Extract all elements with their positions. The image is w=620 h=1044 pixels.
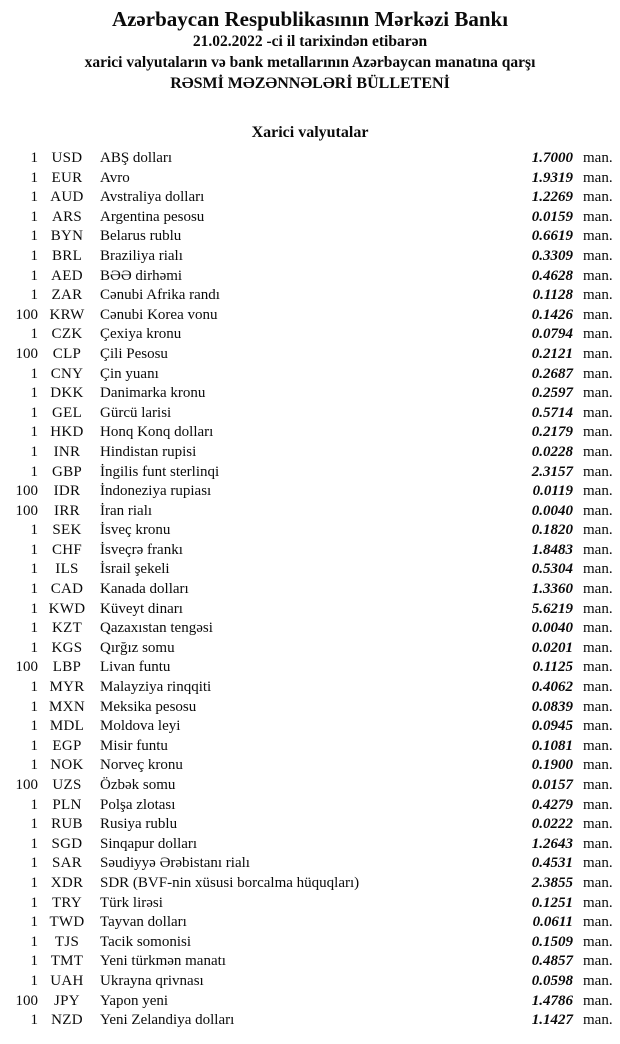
unit-label: man. [583,228,613,245]
rate-row [0,796,620,816]
rate-row [0,208,620,228]
currency-code: KGS [51,639,83,656]
rate-row [0,658,620,678]
currency-code: CHF [51,541,83,558]
currency-quantity: 1 [30,698,38,715]
currency-name: Gürcü larisi [100,404,172,421]
rate-value: 0.5304 [531,561,573,578]
currency-name: Çin yuanı [100,365,159,382]
unit-label: man. [583,698,613,715]
currency-name: ABŞ dolları [100,150,173,166]
currency-quantity: 1 [30,953,38,970]
currency-code: XDR [50,874,84,891]
currency-name: Moldova leyi [100,718,181,735]
currency-code: CAD [50,581,84,598]
currency-quantity: 1 [30,463,38,480]
rate-row [0,698,620,718]
unit-label: man. [583,247,613,264]
currency-quantity: 1 [30,228,38,245]
rate-value: 0.0228 [531,443,573,460]
rate-row [0,619,620,639]
rate-value: 1.7000 [531,150,573,166]
unit-label: man. [583,306,613,323]
rate-value: 0.2121 [531,345,573,362]
rate-value: 0.0040 [531,620,573,637]
currency-quantity: 1 [30,737,38,754]
currency-code: NOK [50,757,84,774]
currency-quantity: 1 [30,189,38,206]
currency-name: Avstraliya dolları [100,189,205,206]
rate-value: 0.4062 [531,679,573,696]
unit-label: man. [583,757,613,774]
rate-value: 0.1820 [531,522,573,539]
currency-quantity: 100 [15,659,38,676]
unit-label: man. [583,483,613,500]
rate-row [0,502,620,522]
rate-value: 0.0201 [531,639,573,656]
currency-code: CNY [50,365,84,382]
currency-quantity: 1 [30,835,38,852]
bank-name-title: Azərbaycan Respublikasının Mərkəzi Bankı [111,7,509,31]
currency-name: BƏƏ dirhəmi [100,267,183,284]
currency-name: Küveyt dinarı [100,600,183,617]
currency-code: SEK [52,522,82,539]
rate-row [0,365,620,385]
rate-row [0,247,620,267]
rate-value: 1.1427 [531,1012,573,1029]
unit-label: man. [583,581,613,598]
currency-name: Yeni türkmən manatı [100,953,226,970]
rate-value: 1.8483 [531,541,573,558]
currency-name: Yapon yeni [100,992,169,1009]
rate-value: 0.0119 [532,483,573,500]
currency-name: Qazaxıstan tengəsi [100,620,213,637]
rate-value: 0.1251 [531,894,573,911]
rate-row [0,678,620,698]
currency-code: TWD [49,914,85,931]
currency-name: Tayvan dolları [100,914,187,931]
unit-label: man. [583,345,613,362]
currency-code: TJS [54,933,80,950]
effective-date-line: 21.02.2022 -ci il tarixindən etibarən [192,33,428,50]
rate-value: 5.6219 [531,600,573,617]
currency-code: TRY [51,894,83,911]
currency-code: EUR [51,169,83,186]
rate-value: 1.3360 [531,581,573,598]
unit-label: man. [583,424,613,441]
rate-value: 1.2269 [531,189,573,206]
currency-code: GEL [51,404,83,421]
currency-quantity: 1 [30,679,38,696]
document-header [0,0,620,94]
unit-label: man. [583,150,613,166]
rate-value: 0.4279 [531,796,573,813]
rate-row [0,815,620,835]
currency-quantity: 1 [30,385,38,402]
bulletin-title: RƏSMİ MƏZƏNNƏLƏRİ BÜLLETENİ [170,75,450,92]
currency-code: CZK [51,326,83,343]
currency-code: ZAR [51,287,83,304]
currency-code: HKD [50,424,84,441]
currency-code: JPY [54,992,80,1009]
currency-name: Tacik somonisi [100,933,192,950]
currency-code: AED [51,267,83,284]
unit-label: man. [583,1012,613,1029]
currency-name: Sinqapur dolları [100,835,198,852]
currency-name: Malayziya rinqqiti [100,679,212,696]
unit-label: man. [583,600,613,617]
rate-row [0,776,620,796]
unit-label: man. [583,639,613,656]
rate-row [0,463,620,483]
currency-code: SAR [51,855,83,872]
rate-value: 0.1426 [531,306,573,323]
rate-value: 0.4628 [531,267,573,284]
rate-value: 0.0611 [532,914,573,931]
currency-name: Qırğız somu [100,639,175,656]
currency-name: Norveç kronu [100,757,183,774]
currency-code: IRR [54,502,80,519]
subject-line: xarici valyutaların və bank metallarının Azərbaycan manatına qarşı [84,53,536,71]
currency-name: Ukrayna qrivnası [100,972,204,989]
currency-code: EGP [52,737,82,754]
rate-row [0,1011,620,1031]
currency-quantity: 1 [30,639,38,656]
rate-row [0,306,620,326]
rate-value: 1.2643 [531,835,573,852]
unit-label: man. [583,972,613,989]
currency-code: DKK [50,385,84,402]
rate-row [0,835,620,855]
currency-quantity: 100 [15,306,38,323]
unit-label: man. [583,404,613,421]
rate-row [0,600,620,620]
currency-name: Hindistan rupisi [100,443,197,460]
rate-row [0,933,620,953]
currency-quantity: 100 [15,992,38,1009]
currency-name: Türk lirəsi [100,894,163,911]
currency-quantity: 100 [15,502,38,519]
currency-name: Danimarka kronu [100,385,206,402]
currency-quantity: 1 [30,561,38,578]
currency-quantity: 1 [30,522,38,539]
currency-code: MDL [49,718,85,735]
currency-code: TMT [50,953,84,970]
currency-quantity: 1 [30,169,38,186]
currency-quantity: 1 [30,757,38,774]
unit-label: man. [583,679,613,696]
currency-name: Yeni Zelandiya dolları [100,1012,235,1029]
rate-value: 0.4531 [531,855,573,872]
currency-quantity: 1 [30,541,38,558]
unit-label: man. [583,992,613,1009]
currency-quantity: 1 [30,1012,38,1029]
unit-label: man. [583,620,613,637]
currency-quantity: 1 [30,816,38,833]
currency-quantity: 100 [15,345,38,362]
rate-value: 0.0598 [531,972,573,989]
rate-value: 0.0159 [531,208,573,225]
currency-name: Misir funtu [100,737,168,754]
rate-value: 0.0040 [531,502,573,519]
currency-name: Argentina pesosu [100,208,205,225]
currency-quantity: 100 [15,483,38,500]
rate-row [0,952,620,972]
currency-quantity: 1 [30,150,38,166]
unit-label: man. [583,502,613,519]
rate-value: 0.3309 [531,247,573,264]
unit-label: man. [583,561,613,578]
currency-code: MXN [49,698,85,715]
rate-row [0,874,620,894]
currency-quantity: 1 [30,208,38,225]
currency-quantity: 1 [30,404,38,421]
currency-quantity: 1 [30,874,38,891]
currency-quantity: 1 [30,972,38,989]
currency-code: BYN [50,228,84,245]
currency-quantity: 1 [30,894,38,911]
rate-value: 0.0839 [531,698,573,715]
rate-value: 1.9319 [531,169,573,186]
currency-name: Meksika pesosu [100,698,197,715]
currency-code: MYR [49,679,85,696]
unit-label: man. [583,816,613,833]
currency-code: CLP [52,345,82,362]
currency-name: Avro [100,169,130,186]
unit-label: man. [583,659,613,676]
unit-label: man. [583,267,613,284]
currency-code: RUB [51,816,83,833]
rate-row [0,267,620,287]
currency-quantity: 1 [30,287,38,304]
rate-row [0,580,620,600]
currency-quantity: 1 [30,267,38,284]
currency-quantity: 1 [30,718,38,735]
unit-label: man. [583,169,613,186]
rate-row [0,482,620,502]
currency-name: İngilis funt sterlinqi [100,463,220,480]
rate-row [0,541,620,561]
rate-row [0,972,620,992]
rate-row [0,443,620,463]
rate-value: 0.0794 [531,326,573,343]
rate-value: 0.2179 [531,424,573,441]
currency-code: KZT [51,620,83,637]
currency-code: KWD [48,600,86,617]
unit-label: man. [583,835,613,852]
currency-quantity: 1 [30,247,38,264]
currency-name: Kanada dolları [100,581,189,598]
currency-quantity: 1 [30,581,38,598]
rate-row [0,639,620,659]
currency-name: İsveçrə frankı [100,541,183,558]
unit-label: man. [583,522,613,539]
rate-row [0,227,620,247]
currency-name: Braziliya rialı [100,247,183,264]
currency-code: KRW [49,306,85,323]
currency-quantity: 1 [30,443,38,460]
currency-code: INR [53,443,81,460]
currency-name: İsveç kronu [100,522,171,539]
rate-row [0,737,620,757]
currency-name: İran rialı [100,502,153,519]
rate-value: 1.4786 [531,992,573,1009]
currency-code: NZD [51,1012,83,1029]
unit-label: man. [583,855,613,872]
unit-label: man. [583,189,613,206]
currency-code: SGD [51,835,83,852]
unit-label: man. [583,777,613,793]
rate-value: 2.3157 [531,463,573,480]
currency-quantity: 1 [30,326,38,343]
rate-value: 0.0157 [531,777,573,793]
unit-label: man. [583,326,613,343]
rate-value: 0.2597 [531,385,573,402]
unit-label: man. [583,914,613,931]
rate-row [0,423,620,443]
currency-name: Honq Konq dolları [100,424,214,441]
rate-row [0,149,620,169]
rate-row [0,169,620,189]
rate-value: 0.1900 [531,757,573,774]
rate-value: 0.1125 [532,659,573,676]
unit-label: man. [583,541,613,558]
unit-label: man. [583,385,613,402]
unit-label: man. [583,365,613,382]
currency-quantity: 100 [15,777,38,793]
rates-table [0,149,620,1031]
rate-value: 0.6619 [531,228,573,245]
rate-value: 0.0945 [531,718,573,735]
rate-row [0,854,620,874]
rate-value: 0.1081 [531,737,573,754]
currency-code: GBP [51,463,83,480]
currency-code: IDR [53,483,81,500]
rate-value: 0.2687 [531,365,573,382]
rate-row [0,913,620,933]
currency-quantity: 1 [30,365,38,382]
currency-quantity: 1 [30,855,38,872]
unit-label: man. [583,953,613,970]
currency-code: UZS [52,777,82,793]
rate-row [0,521,620,541]
currency-code: ARS [51,208,83,225]
currency-code: LBP [52,659,82,676]
rate-row [0,992,620,1012]
rate-value: 0.0222 [531,816,573,833]
rate-value: 0.1128 [532,287,573,304]
currency-name: Özbək somu [100,777,176,793]
currency-name: Belarus rublu [100,228,182,245]
currency-quantity: 1 [30,600,38,617]
currency-name: Çexiya kronu [100,326,182,343]
rate-row [0,717,620,737]
rate-value: 2.3855 [531,874,573,891]
currency-quantity: 1 [30,424,38,441]
unit-label: man. [583,443,613,460]
currency-name: SDR (BVF-nin xüsusi borcalma hüquqları) [100,874,360,891]
currency-name: İndoneziya rupiası [100,483,212,500]
rate-row [0,894,620,914]
rate-row [0,404,620,424]
currency-name: Rusiya rublu [100,816,178,833]
unit-label: man. [583,874,613,891]
rate-row [0,756,620,776]
rate-value: 0.5714 [531,404,573,421]
rate-value: 0.1509 [531,933,573,950]
rate-row [0,384,620,404]
section-title-foreign-currencies: Xarici valyutalar [251,124,369,141]
currency-code: ILS [55,561,79,578]
currency-name: Səudiyyə Ərəbistanı rialı [100,855,250,872]
rate-row [0,286,620,306]
unit-label: man. [583,287,613,304]
currency-name: Polşa zlotası [100,796,176,813]
unit-label: man. [583,894,613,911]
rate-row [0,345,620,365]
currency-code: PLN [52,796,82,813]
currency-name: Cənubi Korea vonu [100,306,218,323]
currency-name: Çili Pesosu [100,345,168,362]
currency-code: BRL [51,247,83,264]
unit-label: man. [583,208,613,225]
unit-label: man. [583,718,613,735]
currency-quantity: 1 [30,933,38,950]
unit-label: man. [583,737,613,754]
currency-name: Livan funtu [100,659,171,676]
unit-label: man. [583,463,613,480]
unit-label: man. [583,933,613,950]
currency-quantity: 1 [30,796,38,813]
currency-code: USD [51,150,83,166]
currency-code: AUD [50,189,84,206]
currency-name: Cənubi Afrika randı [100,287,220,304]
currency-code: UAH [50,972,84,989]
rate-row [0,188,620,208]
rate-row [0,560,620,580]
currency-name: İsrail şekeli [100,561,170,578]
rate-row [0,325,620,345]
rate-value: 0.4857 [531,953,573,970]
unit-label: man. [583,796,613,813]
currency-quantity: 1 [30,620,38,637]
currency-quantity: 1 [30,914,38,931]
